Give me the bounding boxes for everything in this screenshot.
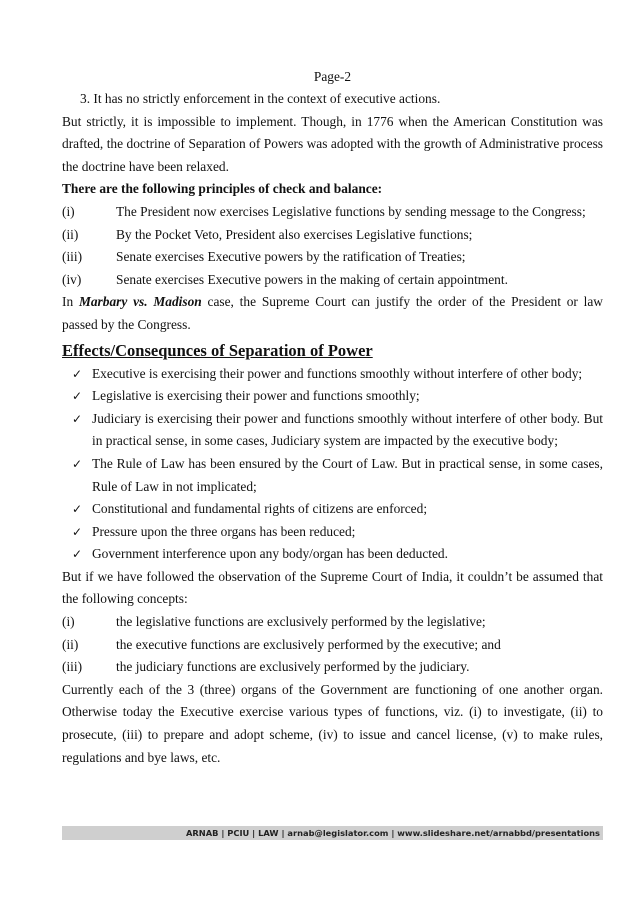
- paragraph-supreme-court: But if we have followed the observation of the Supreme Court of India, it couldn’t be assumed that the following concepts:: [62, 568, 603, 607]
- list-text: the judiciary functions are exclusively performed by the judiciary.: [116, 659, 470, 675]
- paragraph-intro: But strictly, it is impossible to implement. Though, in 1776 when the American Constitution was drafted, the doctrine of Separation of Powers was adopted with the growth of Administrative process the doctrine have been relaxed.: [62, 113, 603, 174]
- case-name: Marbary vs. Madison: [78, 294, 202, 310]
- concepts-list: [62, 611, 603, 679]
- list-number-label: (iii): [62, 659, 83, 675]
- list-item: [62, 224, 603, 247]
- check-mark-icon: ✓: [72, 366, 83, 381]
- check-mark-icon: ✓: [72, 411, 83, 426]
- page-number: Page-2: [313, 69, 352, 84]
- list-text: Pressure upon the three organs has been reduced;: [92, 523, 356, 539]
- paragraph-marbary: [62, 291, 603, 336]
- list-item: [62, 656, 603, 679]
- list-number: [62, 611, 116, 634]
- list-text: the legislative functions are exclusively performed by the legislative;: [116, 614, 486, 630]
- list-text: Legislative is exercising their power and functions smoothly;: [92, 388, 420, 404]
- check-mark-icon: ✓: [72, 547, 83, 562]
- list-number: [62, 201, 116, 224]
- list-number: [62, 246, 116, 269]
- list-number-label: (iv): [62, 271, 82, 287]
- marbary-suffix: case, the Supreme Court can justify the order of the President or law passed by the Congress.: [62, 294, 603, 332]
- list-number: [62, 656, 116, 679]
- list-text: Senate exercises Executive powers in the making of certain appointment.: [116, 271, 508, 287]
- list-text: Government interference upon any body/organ has been deducted.: [92, 546, 448, 562]
- page-content: [62, 66, 603, 769]
- paragraph-functions: Currently each of the 3 (three) organs of the Government are functioning of one another organ. Otherwise today the Executive exercise various types of functions, viz. (i) to investigate, (ii) to prosecute, (iii) to prepare and adopt scheme, (iv) to issue and cancel license, (v) to make rules, regulations and bye laws, etc.: [62, 681, 603, 765]
- list-item: [62, 201, 603, 224]
- effects-heading: Effects/Consequnces of Separation of Power: [62, 340, 373, 360]
- check-mark-icon: ✓: [72, 502, 83, 517]
- list-item: [62, 363, 603, 386]
- list-item: [62, 498, 603, 521]
- list-number: [62, 634, 116, 657]
- list-text: Constitutional and fundamental rights of citizens are enforced;: [92, 501, 428, 517]
- check-mark-icon: ✓: [72, 524, 83, 539]
- list-number: [62, 224, 116, 247]
- list-item: [62, 543, 603, 566]
- list-text: the executive functions are exclusively performed by the executive; and: [116, 636, 501, 652]
- list-text: Executive is exercising their power and functions smoothly without interfere of other body;: [92, 365, 583, 381]
- list-text: By the Pocket Veto, President also exercises Legislative functions;: [116, 226, 473, 242]
- effects-list: [62, 363, 603, 566]
- list-item: [62, 269, 603, 292]
- principles-list: [62, 201, 603, 291]
- page-footer: ARNAB | PCIU | LAW | arnab@legislator.com | www.slideshare.net/arnabbd/presentations: [62, 826, 603, 840]
- list-number-label: (ii): [62, 226, 79, 242]
- list-text: Senate exercises Executive powers by the ratification of Treaties;: [116, 249, 466, 265]
- list-item: [62, 453, 603, 498]
- list-text: The President now exercises Legislative functions by sending message to the Congress;: [116, 203, 586, 219]
- list-item: [62, 634, 603, 657]
- check-mark-icon: ✓: [72, 389, 83, 404]
- marbary-prefix: In: [62, 294, 79, 310]
- list-number-label: (ii): [62, 636, 79, 652]
- list-item: [62, 385, 603, 408]
- list-item: [62, 408, 603, 453]
- check-mark-icon: ✓: [72, 456, 83, 471]
- principles-heading: There are the following principles of check and balance:: [62, 181, 383, 197]
- list-item: [62, 246, 603, 269]
- point-3: 3. It has no strictly enforcement in the context of executive actions.: [80, 91, 441, 106]
- list-text: The Rule of Law has been ensured by the Court of Law. But in practical sense, in some cases, Rule of Law in not implicated;: [92, 455, 603, 494]
- list-text: Judiciary is exercising their power and functions smoothly without interfere of other body. But in practical sense, in some cases, Judiciary system are impacted by the executive body;: [92, 410, 603, 449]
- list-item: [62, 611, 603, 634]
- list-item: [62, 521, 603, 544]
- list-number-label: (i): [62, 614, 75, 630]
- list-number-label: (i): [62, 203, 75, 219]
- list-number: [62, 269, 116, 292]
- list-number-label: (iii): [62, 249, 83, 265]
